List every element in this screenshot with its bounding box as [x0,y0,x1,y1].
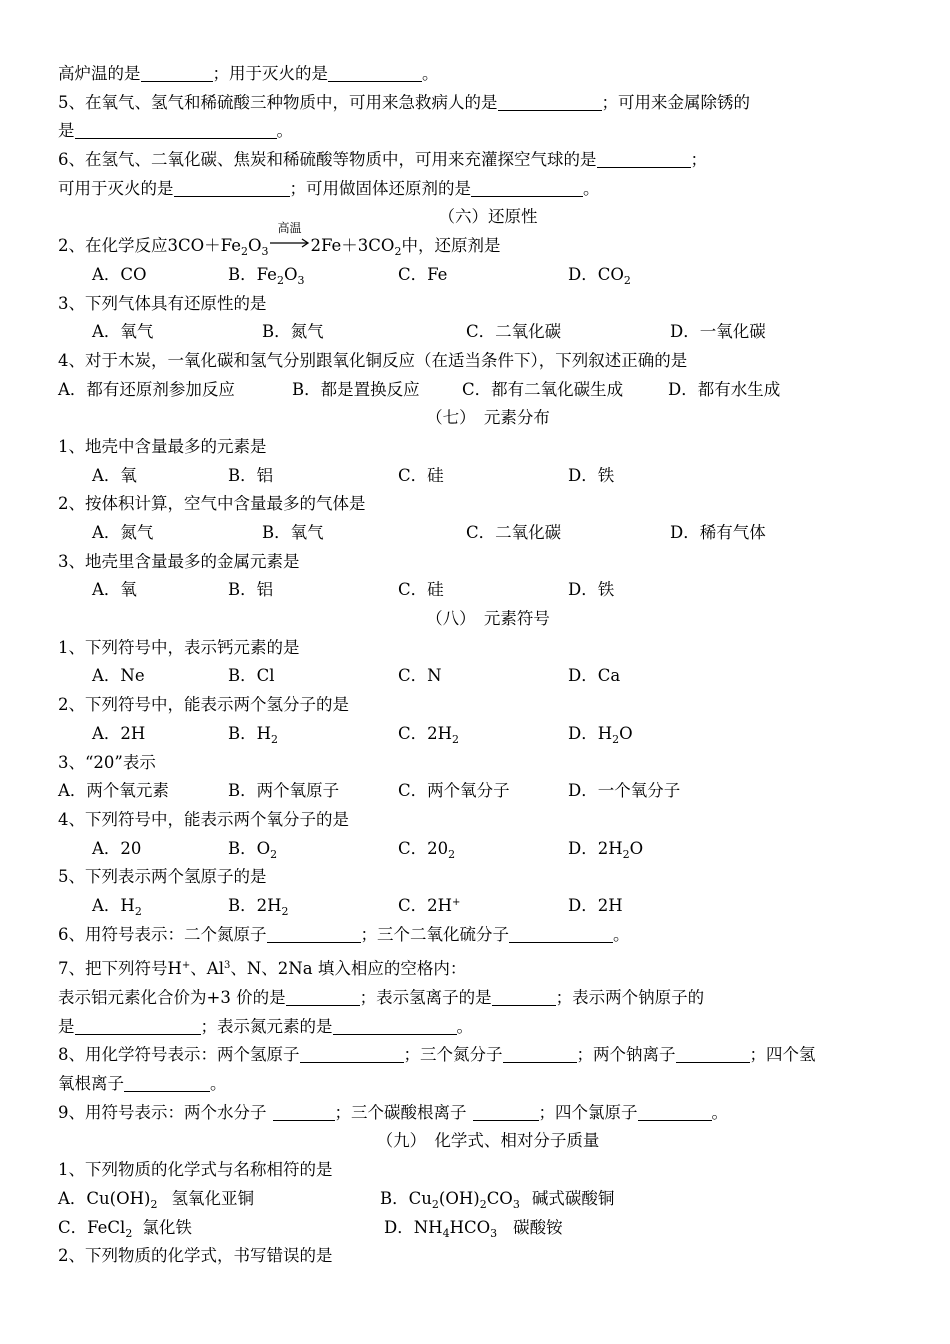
option-c[interactable]: C．N [398,666,442,686]
question-line [58,1070,918,1099]
text: 。 [210,1074,227,1094]
answer-blank[interactable] [273,1102,335,1121]
option-b[interactable]: B．氧气 [262,523,324,542]
option-text: B．H [228,723,272,743]
answer-blank[interactable] [267,924,361,943]
section-heading: （六）还原性 [438,207,538,227]
question-line [58,1099,918,1128]
question-line [58,921,918,950]
option-a[interactable]: A．都有还原剂参加反应 [58,379,235,399]
text: ；三个二氧化硫分子 [360,924,509,944]
subscript: 3 [490,1226,498,1240]
options-row [58,662,918,691]
option-c[interactable] [398,720,568,749]
options-row [58,462,918,491]
text: ；四个氢 [749,1045,816,1065]
option-text: D．2H [568,838,623,858]
option-text: CO [486,1188,513,1208]
text: 。 [422,64,439,83]
subscript: 2 [125,1226,133,1240]
options-row [58,777,918,806]
option-d[interactable]: D．2H [568,895,623,915]
text: 。 [276,121,293,141]
option-a[interactable]: A．氮气 [92,523,154,542]
option-c[interactable]: C．硅 [398,580,444,600]
options-row [58,1214,918,1243]
option-b[interactable] [228,261,398,290]
question-stem: 4、下列符号中，能表示两个氧分子的是 [58,809,349,829]
answer-blank[interactable] [498,92,602,111]
subscript: 2 [622,847,630,861]
subscript: 3 [512,1197,520,1211]
option-text: C．2H [398,723,453,743]
option-d[interactable] [568,835,643,864]
subscript: 2 [270,847,278,861]
text: 中，还原剂是 [401,236,501,256]
superscript: + [452,896,461,908]
eq-text: O [247,236,262,256]
option-b[interactable]: B．氮气 [262,322,324,342]
question-line [58,984,918,1013]
options-row [58,261,918,290]
subscript: 2 [134,904,142,918]
answer-blank[interactable] [638,1102,712,1121]
option-text: (OH) [438,1188,480,1208]
options-row [58,576,918,605]
reaction-arrow-icon [269,221,311,253]
option-a[interactable]: A．Ne [92,666,145,686]
superscript: + [181,960,191,972]
option-a[interactable]: A．两个氧元素 [58,781,169,801]
subscript: 2 [240,245,248,259]
question-stem: 1、地壳中含量最多的元素是 [58,436,267,456]
option-c[interactable] [398,892,568,921]
option-d[interactable] [568,261,631,290]
question-line [58,60,918,89]
text: ；两个钠离子 [576,1045,676,1065]
option-c[interactable]: C．二氧化碳 [466,322,562,342]
option-text: B．O [228,838,271,858]
eq-products: 2Fe＋3CO [310,236,395,256]
question-line [58,1041,918,1070]
answer-blank[interactable] [333,1016,457,1035]
question-line [58,117,918,146]
option-a[interactable]: A．氧 [92,580,137,600]
question-line [58,175,918,204]
text: 5、在氧气、氢气和稀硫酸三种物质中，可用来急救病人的是 [58,92,498,112]
option-text: B．Cu [380,1188,432,1208]
answer-blank[interactable] [75,1016,201,1035]
text: ；表示两个钠原子的 [555,988,705,1007]
subscript: 2 [394,245,402,259]
answer-blank[interactable] [597,149,691,168]
option-d[interactable]: D．铁 [568,580,615,600]
option-text: D．NH [384,1217,443,1237]
subscript: 2 [150,1197,158,1211]
answer-blank[interactable] [286,987,360,1006]
section-heading: （八） 元素符号 [426,609,550,629]
text: 。 [583,178,600,198]
question-line [58,146,918,175]
subscript: 2 [271,732,279,746]
question-stem: 3、下列气体具有还原性的是 [58,293,267,313]
option-text: HCO [449,1217,491,1237]
option-d[interactable]: D．一个氧分子 [568,781,681,801]
option-d[interactable]: D．稀有气体 [670,523,766,542]
option-a[interactable]: A．2H [92,723,146,743]
text: 、Al [190,959,224,979]
option-text: D．CO [568,264,624,284]
options-row [58,1185,918,1214]
option-text: C．20 [398,838,449,858]
option-text: A．H [92,895,135,915]
option-a[interactable]: A．20 [92,838,142,858]
option-text: C．FeCl [58,1217,126,1237]
section-heading: （七） 元素分布 [426,408,550,428]
answer-blank[interactable] [492,987,556,1006]
text: 。 [711,1102,728,1122]
option-text: B．2H [228,895,282,915]
question-stem: 5、下列表示两个氢原子的是 [58,867,267,887]
question-line [58,89,918,118]
subscript: 2 [452,732,460,746]
text: 氧根离子 [58,1074,124,1094]
text: 是 [58,121,75,141]
text: ；表示氮元素的是 [200,1016,333,1036]
reaction-condition: 高温 [277,221,302,236]
option-b[interactable] [228,892,398,921]
answer-blank[interactable] [300,1044,404,1063]
text: 。 [613,924,630,944]
text: 是 [58,1016,75,1036]
answer-blank[interactable] [503,1044,577,1063]
option-b[interactable]: B．铝 [228,465,274,485]
question-stem: 2、按体积计算，空气中含量最多的气体是 [58,494,366,514]
option-name: 氯化铁 [142,1217,192,1237]
question-stem: 3、地壳里含量最多的金属元素是 [58,551,300,571]
option-d[interactable] [568,720,633,749]
option-a[interactable]: A．氧气 [92,322,154,342]
question-stem: 1、下列符号中，表示钙元素的是 [58,637,300,657]
question-line [58,1013,918,1042]
option-c[interactable]: C．两个氧分子 [398,781,510,801]
option-c[interactable]: C．都有二氧化碳生成 [462,379,624,399]
option-c[interactable] [398,835,568,864]
option-b[interactable]: B．Cl [228,666,275,686]
text: ；四个氯原子 [538,1102,638,1122]
answer-blank[interactable] [328,63,422,82]
answer-blank[interactable] [124,1073,210,1092]
option-d[interactable]: D．都有水生成 [668,379,781,399]
subscript: 2 [623,273,631,287]
text: ；用于灭火的是 [212,64,328,83]
subscript: 2 [276,273,284,287]
option-text: A．Cu(OH) [58,1188,151,1208]
answer-blank[interactable] [75,120,277,139]
text: 9、用符号表示：两个水分子 [58,1102,267,1122]
answer-blank[interactable] [141,63,213,82]
option-name: 氢氧化亚铜 [171,1188,254,1208]
section-heading: （九） 化学式、相对分子质量 [376,1131,600,1151]
option-text: O [619,723,633,743]
subscript: 2 [448,847,456,861]
chemical-equation [167,221,402,261]
text: 可用于灭火的是 [58,178,174,198]
text: 、N、2Na 填入相应的空格内： [230,959,467,979]
question-stem [58,221,918,261]
option-c[interactable]: C．Fe [398,264,448,284]
option-text: B．Fe [228,264,277,284]
subscript: 2 [281,904,289,918]
option-name: 碱式碳酸铜 [531,1188,615,1208]
option-c[interactable]: C．硅 [398,465,444,485]
answer-blank[interactable] [509,924,613,943]
text: ；三个碳酸根离子 [334,1102,467,1122]
text: ；可用做固体还原剂的是 [289,178,471,198]
question-stem: 3、“20”表示 [58,752,156,772]
text: 6、在氢气、二氧化碳、焦炭和稀硫酸等物质中，可用来充灌探空气球的是 [58,150,597,170]
subscript: 2 [479,1197,487,1211]
subscript: 2 [612,732,620,746]
options-row [58,892,918,921]
eq-reactants: 3CO＋Fe [167,236,241,256]
subscript: 2 [431,1197,439,1211]
options-row [58,720,918,749]
options-row [58,376,918,405]
text: ；三个氮分子 [403,1045,503,1065]
option-d[interactable]: D．Ca [568,666,621,686]
answer-blank[interactable] [676,1044,750,1063]
question-stem: 1、下列物质的化学式与名称相符的是 [58,1160,333,1180]
answer-blank[interactable] [471,178,583,197]
text: ；表示氢离子的是 [359,988,492,1007]
option-d[interactable]: D．铁 [568,465,615,485]
option-name: 碳酸铵 [513,1217,563,1237]
option-a[interactable] [58,1185,380,1214]
text: 。 [456,1016,473,1036]
option-d[interactable] [384,1214,563,1243]
option-d[interactable]: D．一氧化碳 [670,322,766,342]
text: 8、用化学符号表示：两个氢原子 [58,1045,300,1065]
option-b[interactable]: B．都是置换反应 [292,379,420,399]
question-stem [58,955,918,984]
options-row [58,318,918,347]
options-row [58,835,918,864]
option-b[interactable] [228,720,398,749]
subscript: 3 [261,245,269,259]
worksheet-page [58,60,918,1271]
text: 高炉温的是 [58,64,141,83]
text: ；可用来金属除锈的 [601,92,750,112]
answer-blank[interactable] [473,1102,539,1121]
text: 6、用符号表示：二个氮原子 [58,924,267,944]
superscript: 3 [223,960,231,972]
subscript: 4 [442,1226,450,1240]
question-stem: 4、对于木炭，一氧化碳和氢气分别跟氧化铜反应（在适当条件下），下列叙述正确的是 [58,350,688,370]
option-c[interactable] [58,1214,384,1243]
option-text: O [629,838,644,858]
subscript: 3 [297,273,305,287]
option-a[interactable]: A．氧 [92,465,137,485]
option-b[interactable]: B．两个氧原子 [228,781,340,801]
text: 2、在化学反应 [58,236,168,256]
text: 表示铝元素化合价为+3 价的是 [58,988,286,1007]
text: 7、把下列符号H [58,959,182,979]
question-stem: 2、下列符号中，能表示两个氢分子的是 [58,695,349,715]
text: ； [690,150,707,170]
option-a[interactable]: A．CO [92,264,147,284]
options-row [58,519,918,548]
option-b[interactable]: B．铝 [228,580,274,600]
option-text: D．H [568,723,613,743]
option-a[interactable] [92,892,228,921]
option-b[interactable] [380,1185,614,1214]
option-text: O [283,264,298,284]
option-text: C．2H [398,895,453,915]
question-stem: 2、下列物质的化学式，书写错误的是 [58,1246,333,1266]
option-b[interactable] [228,835,398,864]
answer-blank[interactable] [174,178,290,197]
option-c[interactable]: C．二氧化碳 [466,523,562,542]
